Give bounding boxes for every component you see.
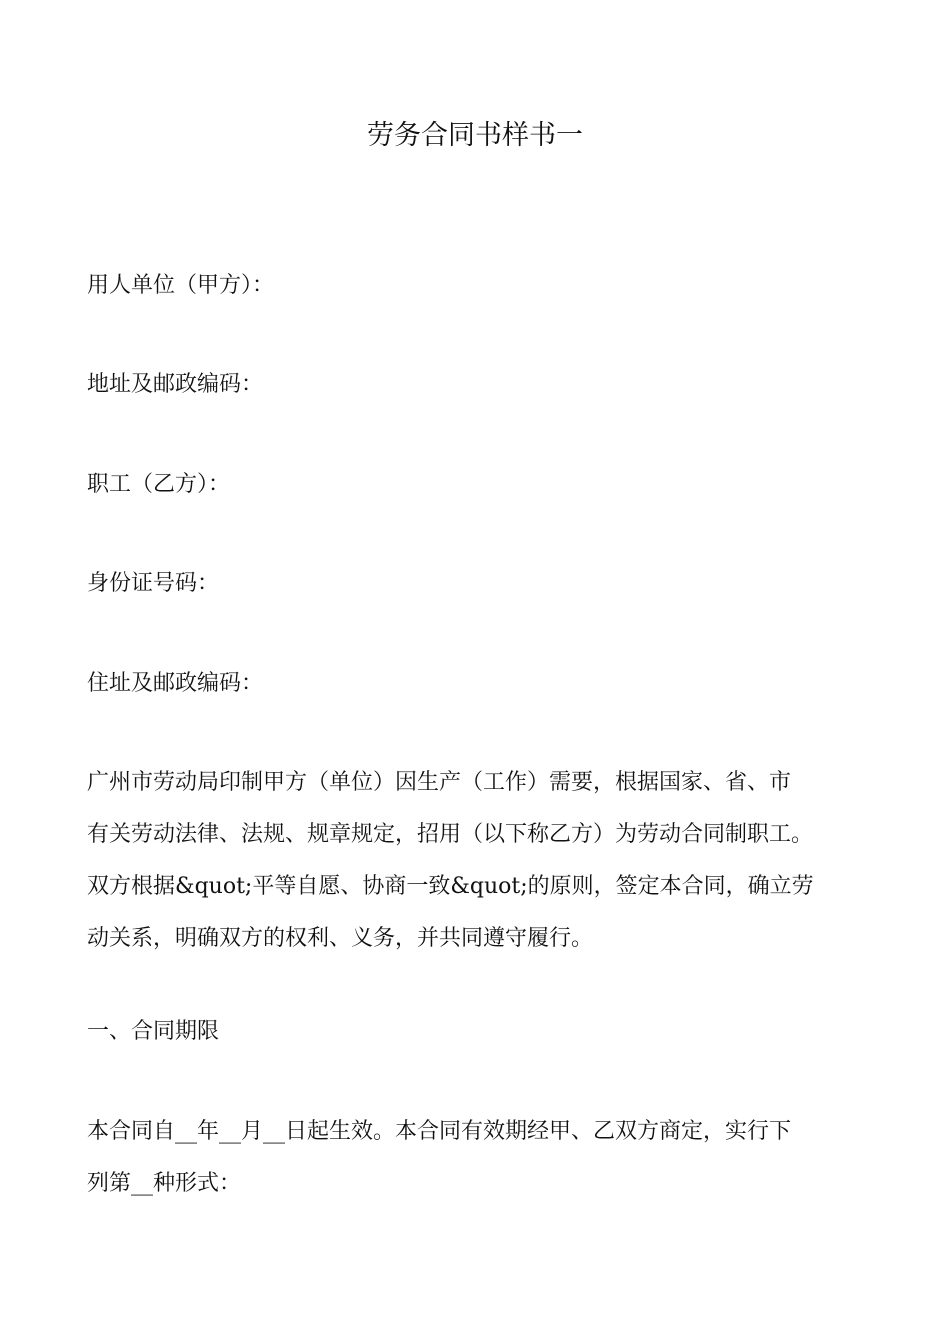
section-1-body xyxy=(87,1106,877,1210)
section-1-heading: 一、合同期限 xyxy=(87,1019,220,1044)
intro-line: 动关系，明确双方的权利、义务，并共同遵守履行。 xyxy=(87,926,594,951)
employer-field-label: 用人单位（甲方）： xyxy=(87,273,275,298)
employer-address-label: 地址及邮政编码： xyxy=(87,372,264,397)
section-1-line: 本合同自__年__月__日起生效。本合同有效期经甲、乙双方商定，实行下 xyxy=(87,1119,792,1144)
document-title: 劳务合同书样书一 xyxy=(367,120,583,151)
section-1-line: 列第__种形式： xyxy=(87,1171,242,1196)
intro-line: 双方根据&quot;平等自愿、协商一致&quot;的原则，签定本合同，确立劳 xyxy=(87,874,814,899)
employee-field-label: 职工（乙方）： xyxy=(87,472,231,497)
id-number-label: 身份证号码： xyxy=(87,571,220,596)
intro-line: 广州市劳动局印制甲方（单位）因生产（工作）需要，根据国家、省、市 xyxy=(87,770,792,795)
intro-paragraph xyxy=(87,757,877,965)
intro-line: 有关劳动法律、法规、规章规定，招用（以下称乙方）为劳动合同制职工。 xyxy=(87,822,814,847)
employee-address-label: 住址及邮政编码： xyxy=(87,671,264,696)
